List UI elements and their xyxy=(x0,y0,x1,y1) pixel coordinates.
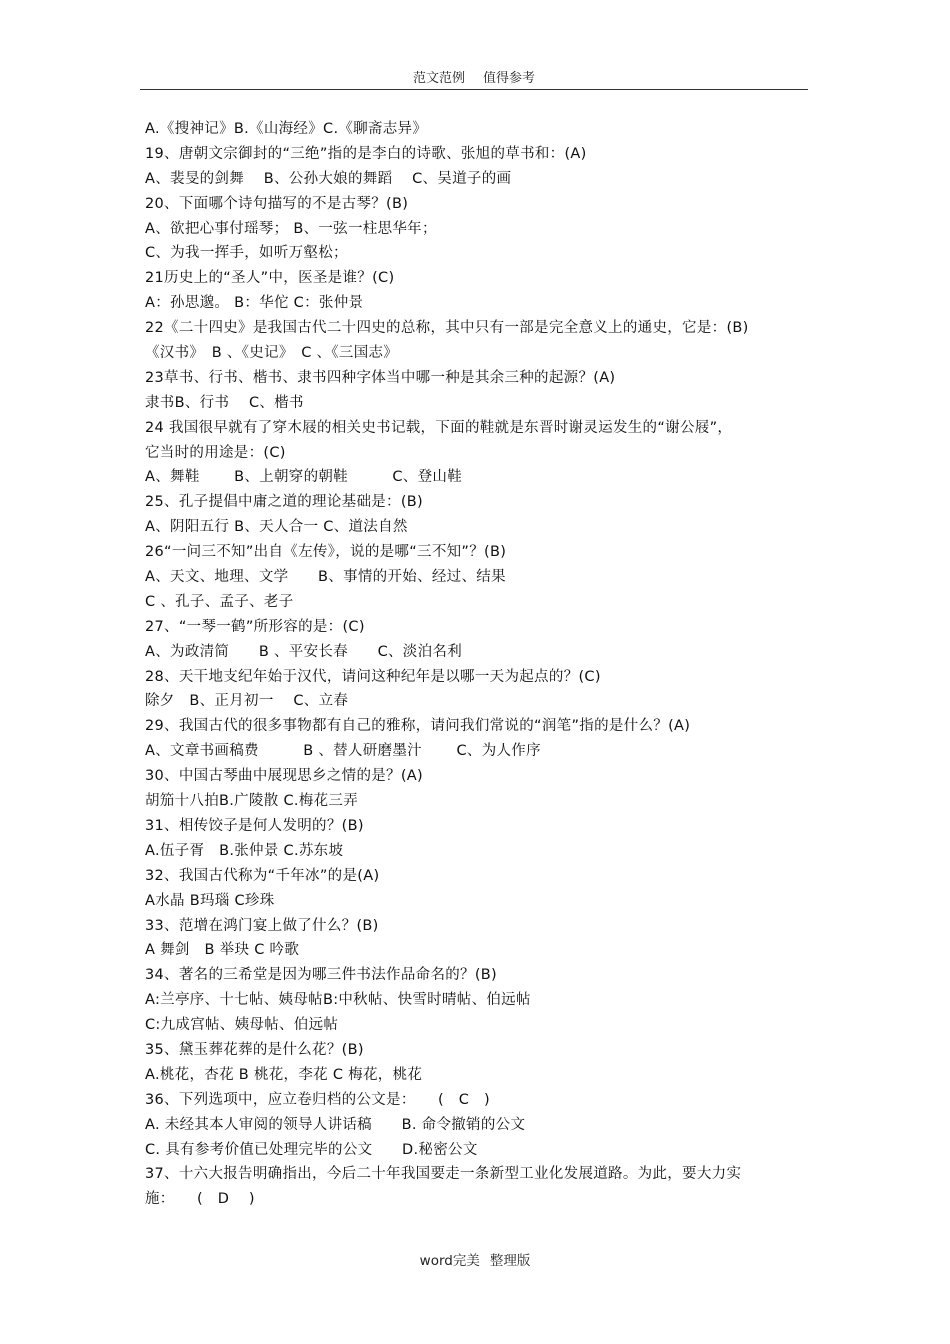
question-34: 34、著名的三希堂是因为哪三件书法作品命名的？(B) xyxy=(145,967,498,984)
question-36: 36、下列选项中，应立卷归档的公文是： ( C ) xyxy=(145,1091,490,1108)
footer-right-text: 整理版 xyxy=(489,1253,531,1269)
answer-options: A、欲把心事付瑶琴； B、一弦一柱思华年； xyxy=(145,220,437,237)
question-24-continued: 它当时的用途是：(C) xyxy=(145,444,286,461)
answer-options: C:九成宫帖、姨母帖、伯远帖 xyxy=(145,1017,339,1034)
answer-options: C. 具有参考价值已处理完毕的公文 D.秘密公文 xyxy=(145,1141,478,1158)
answer-options: A：孙思邈。 B：华佗 C：张仲景 xyxy=(145,295,364,312)
footer-left-text: word完美 xyxy=(419,1253,480,1269)
answer-options: 《汉书》 B 、《史记》 C 、《三国志》 xyxy=(145,345,399,362)
answer-options: A.桃花，杏花 B 桃花，李花 C 梅花，桃花 xyxy=(145,1066,423,1083)
question-28: 28、天干地支纪年始于汉代，请问这种纪年是以哪一天为起点的？(C) xyxy=(145,668,601,685)
question-35: 35、黛玉葬花葬的是什么花？(B) xyxy=(145,1041,364,1058)
answer-options: 除夕 B、正月初一 C、立春 xyxy=(145,693,349,710)
answer-options: A、文章书画稿费 B 、替人研磨墨汁 C、为人作序 xyxy=(145,743,541,760)
question-19: 19、唐朝文宗御封的“三绝”指的是李白的诗歌、张旭的草书和：(A) xyxy=(145,145,587,162)
text-line: A.《搜神记》B.《山海经》C.《聊斋志异》 xyxy=(145,121,428,137)
answer-options: A、为政清简 B 、平安长春 C、淡泊名利 xyxy=(145,643,462,660)
answer-options: A、阴阳五行 B、天人合一 C、道法自然 xyxy=(145,519,408,536)
question-23: 23草书、行书、楷书、隶书四种字体当中哪一种是其余三种的起源？(A) xyxy=(145,369,616,386)
answer-options: C、为我一挥手，如听万壑松； xyxy=(145,245,348,262)
question-25: 25、孔子提倡中庸之道的理论基础是：(B) xyxy=(145,494,424,511)
question-26: 26“一问三不知”出自《左传》，说的是哪“三不知”？(B) xyxy=(145,544,507,561)
question-22: 22《二十四史》是我国古代二十四史的总称，其中只有一部是完全意义上的通史，它是：(B) xyxy=(145,320,749,337)
question-37: 37、十六大报告明确指出，今后二十年我国要走一条新型工业化发展道路。为此，要大力实 xyxy=(145,1166,742,1183)
question-33: 33、范增在鸿门宴上做了什么？(B) xyxy=(145,917,379,934)
page-footer xyxy=(0,1249,950,1269)
answer-options: A、裴旻的剑舞 B、公孙大娘的舞蹈 C、吴道子的画 xyxy=(145,170,512,187)
answer-options: A、舞鞋 B、上朝穿的朝鞋 C、登山鞋 xyxy=(145,469,462,486)
question-27: 27、“一琴一鹤”所形容的是：(C) xyxy=(145,618,365,635)
answer-options: C 、孔子、孟子、老子 xyxy=(145,593,294,610)
header-left-text: 范文范例 xyxy=(412,71,465,86)
question-29: 29、我国古代的很多事物都有自己的雅称，请问我们常说的“润笔”指的是什么？(A) xyxy=(145,718,691,735)
header-right-text: 值得参考 xyxy=(483,71,536,86)
question-24: 24 我国很早就有了穿木屐的相关史书记载，下面的鞋就是东晋时谢灵运发生的“谢公屐”， xyxy=(145,419,733,436)
answer-options: A. 未经其本人审阅的领导人讲话稿 B. 命令撤销的公文 xyxy=(145,1116,526,1133)
document-body xyxy=(145,117,810,1212)
question-20: 20、下面哪个诗句描写的不是古琴？(B) xyxy=(145,195,409,212)
question-32: 32、我国古代称为“千年冰”的是(A) xyxy=(145,867,380,884)
question-31: 31、相传饺子是何人发明的？(B) xyxy=(145,817,364,834)
answer-options: 胡笳十八拍B.广陵散 C.梅花三弄 xyxy=(145,793,358,810)
answer-options: A:兰亭序、十七帖、姨母帖B:中秋帖、快雪时晴帖、伯远帖 xyxy=(145,992,531,1009)
answer-options: A、天文、地理、文学 B、事情的开始、经过、结果 xyxy=(145,569,506,586)
page-header xyxy=(140,72,808,90)
question-30: 30、中国古琴曲中展现思乡之情的是？(A) xyxy=(145,768,423,785)
answer-options: 隶书B、行书 C、楷书 xyxy=(145,394,304,411)
question-21: 21历史上的“圣人”中，医圣是谁？(C) xyxy=(145,270,395,287)
answer-options: A水晶 B玛瑙 C珍珠 xyxy=(145,892,275,909)
question-37-continued: 施： ( D ) xyxy=(145,1191,255,1208)
answer-options: A 舞剑 B 举玦 C 吟歌 xyxy=(145,942,300,959)
answer-options: A.伍子胥 B.张仲景 C.苏东坡 xyxy=(145,842,344,859)
